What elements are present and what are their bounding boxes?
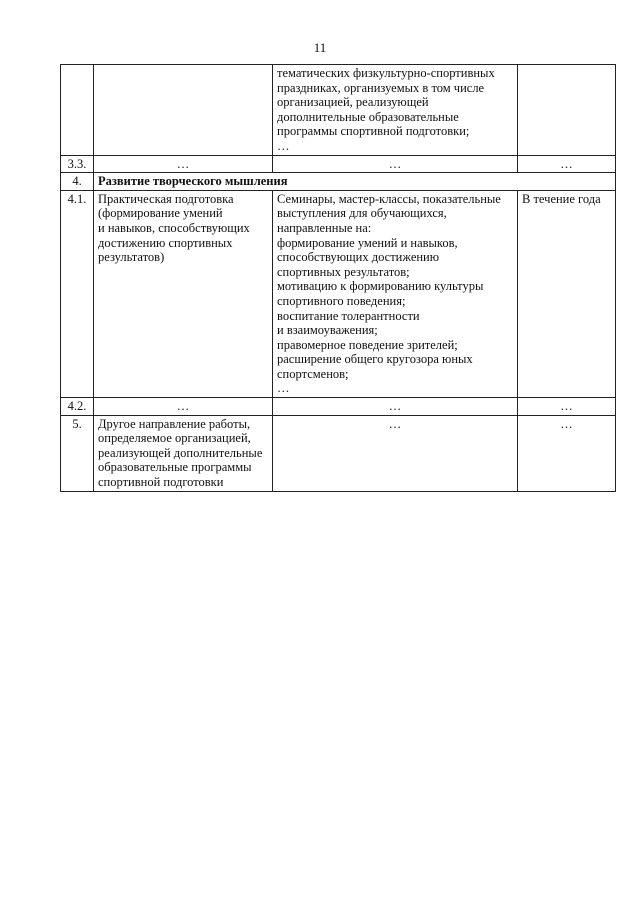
direction-cell: … (94, 398, 273, 416)
content-cell: Семинары, мастер-классы, показательные выступления для обучающихся, направленные на: формирование умений и навыков, способствующих достижению спортивных результатов; мотивацию к формированию культуры спортивного поведения; воспитание толерантности и взаимоуважения; правомерное поведение зрителей; расширение общего кругозора юных спортсменов; … (273, 190, 518, 397)
period-cell: … (518, 398, 616, 416)
row-number: 4.2. (61, 398, 94, 416)
period-cell: … (518, 155, 616, 173)
row-number: 5. (61, 415, 94, 491)
table-row (61, 190, 616, 397)
plan-table (60, 64, 616, 492)
content-cell: … (273, 155, 518, 173)
direction-cell (94, 65, 273, 156)
period-cell: … (518, 415, 616, 491)
period-cell: В течение года (518, 190, 616, 397)
period-cell (518, 65, 616, 156)
table-row (61, 398, 616, 416)
page-number: 11 (313, 40, 327, 55)
row-number: 4. (61, 173, 94, 191)
row-number (61, 65, 94, 156)
direction-cell: Практическая подготовка (формирование умений и навыков, способствующих достижению спортивных результатов) (94, 190, 273, 397)
row-number: 4.1. (61, 190, 94, 397)
content-cell: … (273, 415, 518, 491)
direction-cell: Другое направление работы, определяемое организацией, реализующей дополнительные образовательные программы спортивной подготовки (94, 415, 273, 491)
direction-cell: … (94, 155, 273, 173)
content-cell: … (273, 398, 518, 416)
table-row (61, 155, 616, 173)
section-row (61, 173, 616, 191)
table-row (61, 65, 616, 156)
table-row (61, 415, 616, 491)
row-number: 3.3. (61, 155, 94, 173)
content-cell: тематических физкультурно-спортивных праздниках, организуемых в том числе организацией, реализующей дополнительные образовательные программы спортивной подготовки; … (273, 65, 518, 156)
section-title: Развитие творческого мышления (94, 173, 616, 191)
